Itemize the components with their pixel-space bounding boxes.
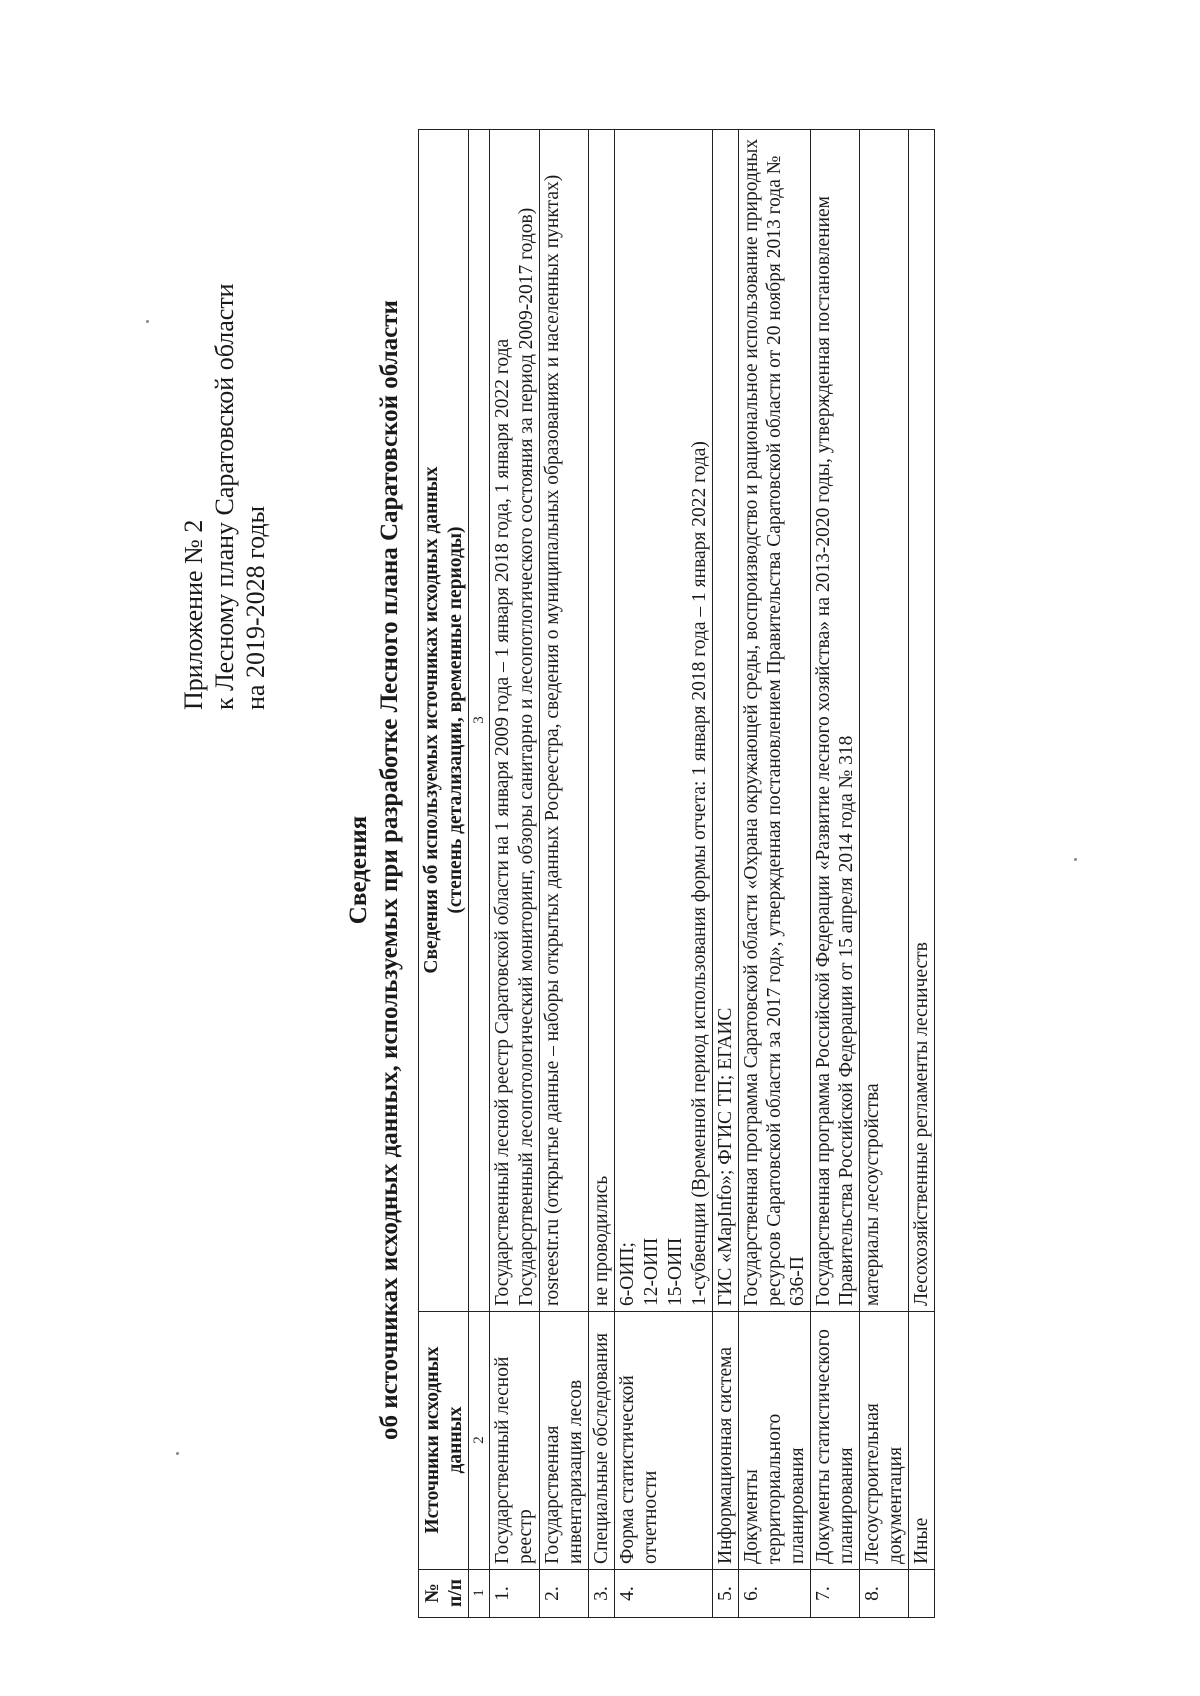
row-info-paragraph: Государсртвенный лесопотологический мониторинг, обзоры санитарно и лесопотлогического состояния за период 2009-2017 годов) <box>516 207 537 1306</box>
row-info <box>615 130 713 1312</box>
row-source: Информационная система <box>713 1312 739 1570</box>
header-info-line-1: Сведения об используемых источниках исходных данных <box>421 466 442 974</box>
row-number: 7. <box>811 1570 860 1618</box>
row-source: Государственная инвентаризация лесов <box>540 1312 589 1570</box>
table-row <box>589 130 615 1618</box>
table-row <box>860 130 909 1618</box>
title-line-2: об источниках исходных данных, используемых при разработке Лесного плана Саратовской области <box>376 300 403 1440</box>
row-number <box>909 1570 935 1618</box>
table-row <box>909 130 935 1618</box>
table-body <box>490 130 935 1618</box>
row-source: Специальные обследования <box>589 1312 615 1570</box>
row-source: Форма статистической отчетности <box>615 1312 713 1570</box>
row-info <box>739 130 811 1312</box>
table-row <box>739 130 811 1618</box>
row-info <box>860 130 909 1312</box>
table-header-row <box>419 130 469 1618</box>
row-info-paragraph: 1-субвенции (Временной период использования формы отчета: 1 января 2018 года – 1 января 2022 года) <box>689 441 710 1306</box>
row-info-paragraph: ГИС «MapInfo»; ФГИС ТП; ЕГАИС <box>715 1007 736 1306</box>
row-info <box>490 130 540 1312</box>
table-row <box>540 130 589 1618</box>
index-cell-3: 3 <box>469 130 490 1312</box>
row-number: 8. <box>860 1570 909 1618</box>
row-number: 4. <box>615 1570 713 1618</box>
row-source: Лесоустроительная документация <box>860 1312 909 1570</box>
table-row <box>811 130 860 1618</box>
appendix-line-2: к Лесному плану Саратовской области <box>210 283 239 710</box>
row-number: 3. <box>589 1570 615 1618</box>
table-index-row <box>469 130 490 1618</box>
row-source: Документы территориального планирования <box>739 1312 811 1570</box>
row-number: 6. <box>739 1570 811 1618</box>
index-cell-1: 1 <box>469 1570 490 1618</box>
table-row <box>713 130 739 1618</box>
row-number: 5. <box>713 1570 739 1618</box>
appendix-line-3: на 2019-2028 годы <box>241 505 270 710</box>
row-info <box>909 130 935 1312</box>
table-row <box>490 130 540 1618</box>
sources-table <box>418 129 935 1618</box>
scan-speck <box>1074 858 1077 861</box>
row-info <box>589 130 615 1312</box>
header-num: № п/п <box>419 1570 469 1618</box>
row-info <box>540 130 589 1312</box>
scan-speck <box>176 1452 179 1455</box>
row-info-paragraph: 6-ОИП; <box>617 1242 638 1306</box>
row-info-paragraph: Лесохозяйственные регламенты лесничеств <box>911 942 932 1306</box>
appendix-caption <box>178 150 271 710</box>
row-info-paragraph: материалы лесоустройства <box>862 1083 883 1306</box>
row-info <box>811 130 860 1312</box>
row-info-paragraph: не проводились <box>591 1175 612 1306</box>
header-info-line-2: (степень детализации, временные периоды) <box>445 526 466 914</box>
row-info-paragraph: 12-ОИП <box>641 1237 662 1306</box>
document-title <box>343 100 405 1640</box>
row-number: 1. <box>490 1570 540 1618</box>
row-source: Государственный лесной реестр <box>490 1312 540 1570</box>
row-info-paragraph: Государственный лесной реестр Саратовской области на 1 января 2009 года – 1 января 2018 года, 1 января 2022 года <box>492 338 513 1306</box>
appendix-line-1: Приложение № 2 <box>179 519 208 710</box>
header-source: Источники исходных данных <box>419 1312 469 1570</box>
sources-table-wrapper <box>418 130 935 1618</box>
title-line-1: Сведения <box>345 815 372 925</box>
row-info-paragraph: Государственная программа Российской Федерации «Развитие лесного хозяйства» на 2013-2020 годы, утвержденная постановлением Правительства Российской Федерации от 15 апреля 2014 года № 318 <box>813 195 857 1306</box>
row-source: Иные <box>909 1312 935 1570</box>
table-row <box>615 130 713 1618</box>
row-info <box>713 130 739 1312</box>
row-info-paragraph: Государственная программа Саратовской области «Охрана окружающей среды, воспроизводство и рациональное использование природных ресурсов Саратовской области за 2017 год», утвержденная постановлением Правительства Саратовской области от 20 ноября 2013 года № 636-П <box>741 138 808 1306</box>
header-info <box>419 130 469 1312</box>
row-source: Документы статистического планирования <box>811 1312 860 1570</box>
row-info-paragraph: 15-ОИП <box>665 1237 686 1306</box>
scan-speck <box>146 320 149 323</box>
row-number: 2. <box>540 1570 589 1618</box>
rotated-sheet <box>118 100 1038 1640</box>
row-info-paragraph: rosreestr.ru (открытые данные – наборы открытых данных Росреестра, сведения о муниципальных образованиях и населенных пунктах) <box>542 174 563 1306</box>
index-cell-2: 2 <box>469 1312 490 1570</box>
